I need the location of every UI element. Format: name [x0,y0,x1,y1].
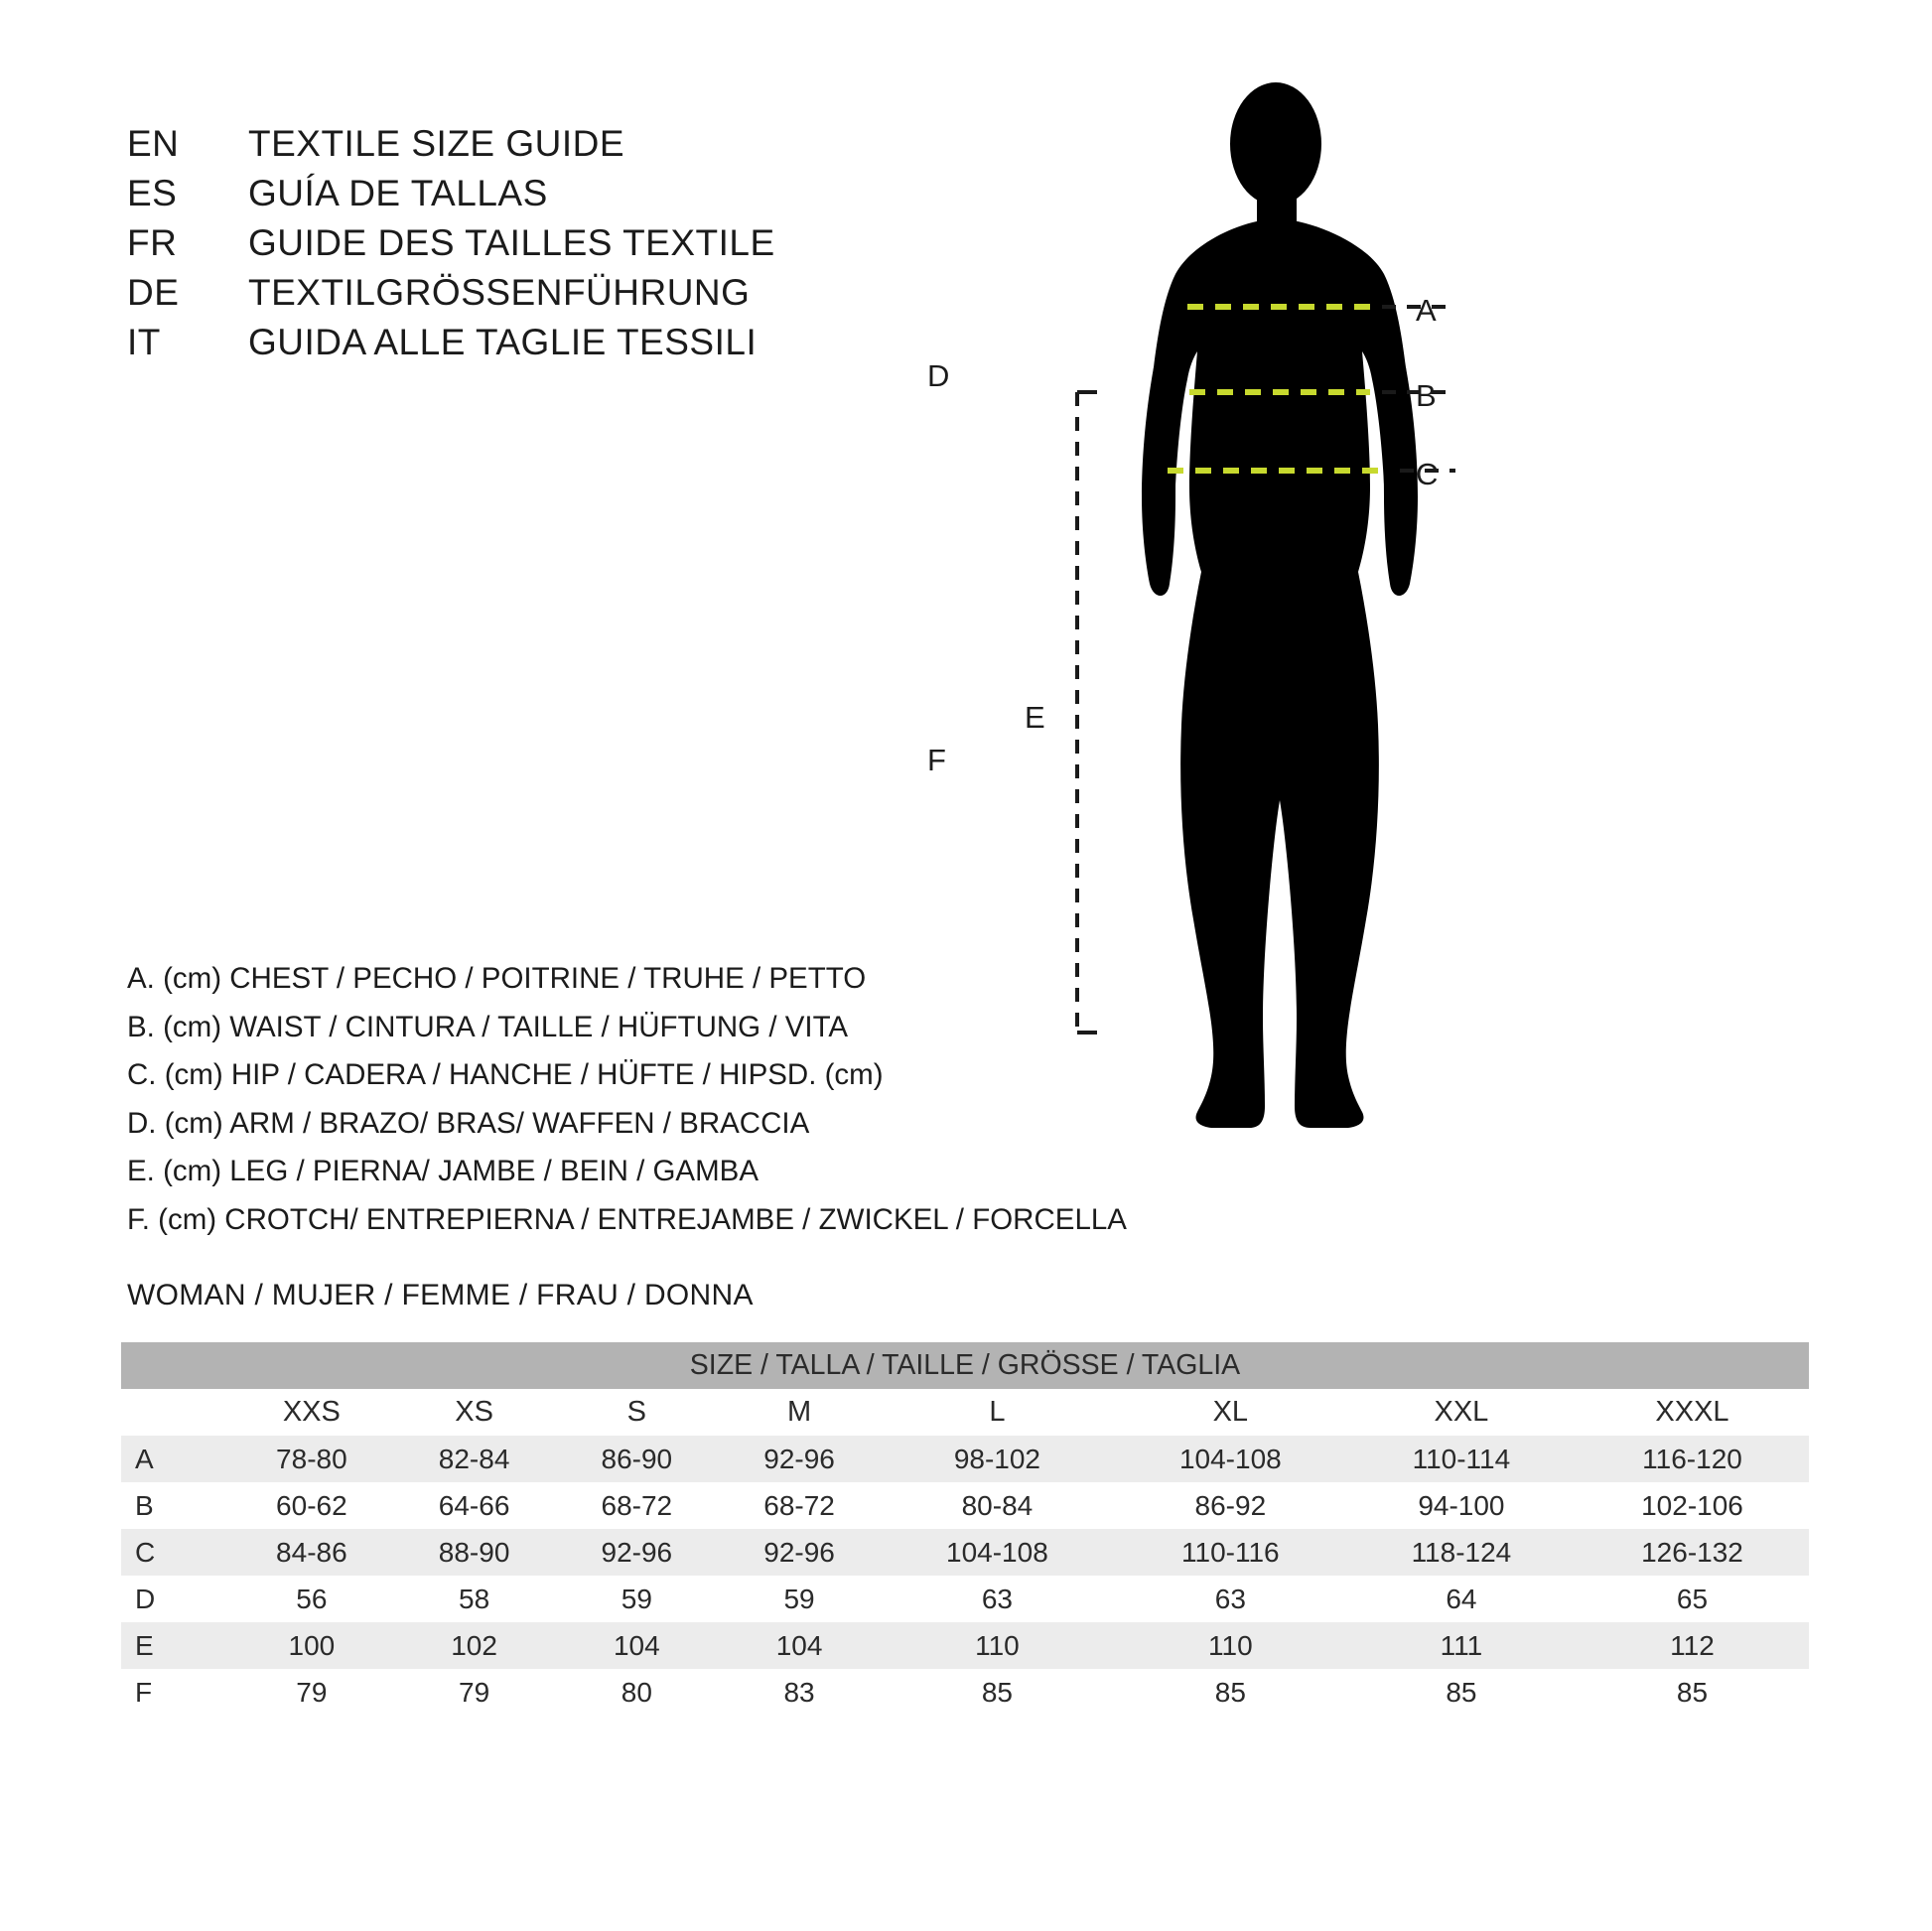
title-text-de: TEXTILGRÖSSENFÜHRUNG [248,272,751,313]
table-cell: 88-90 [393,1529,556,1576]
table-cell: 100 [230,1622,393,1669]
table-cell: 59 [718,1576,881,1622]
table-cell: 85 [881,1669,1114,1716]
title-row [127,119,882,169]
body-measurement-diagram [927,69,1857,1211]
marker-label-a: A [1416,293,1437,328]
table-row-label: C [121,1529,230,1576]
table-cell: 84-86 [230,1529,393,1576]
size-table [121,1342,1809,1716]
table-row [121,1622,1809,1669]
table-cell: 83 [718,1669,881,1716]
title-lang-it: IT [127,322,161,362]
table-cell: 85 [1114,1669,1347,1716]
table-row [121,1669,1809,1716]
gender-caption: WOMAN / MUJER / FEMME / FRAU / DONNA [127,1279,754,1311]
table-cell: 110-114 [1347,1436,1576,1482]
table-cell: 85 [1347,1669,1576,1716]
table-cell: 110 [881,1622,1114,1669]
table-row-label: E [121,1622,230,1669]
table-cell: 104-108 [881,1529,1114,1576]
marker-label-f: F [927,743,946,777]
title-lang-de: DE [127,272,180,313]
table-cell: 102 [393,1622,556,1669]
legend-item-e: E. (cm) LEG / PIERNA/ JAMBE / BEIN / GAMBA [127,1155,759,1187]
table-header-sizes-row [121,1389,1809,1436]
table-row-label: D [121,1576,230,1622]
table-column-header: XXL [1347,1389,1576,1436]
table-cell: 58 [393,1576,556,1622]
measurement-legend [127,955,1199,1244]
table-row-label: B [121,1482,230,1529]
table-cell: 80-84 [881,1482,1114,1529]
bracket-e [1077,392,1097,1033]
female-silhouette-icon [1142,82,1418,1128]
table-cell: 118-124 [1347,1529,1576,1576]
title-row [127,318,882,367]
marker-label-e: E [1025,700,1045,735]
table-cell: 63 [1114,1576,1347,1622]
legend-item-c: C. (cm) HIP / CADERA / HANCHE / HÜFTE / HIPSD. (cm) [127,1058,884,1091]
table-cell: 104 [555,1622,718,1669]
title-text-en: TEXTILE SIZE GUIDE [248,123,625,164]
title-lang-fr: FR [127,222,178,263]
table-cell: 92-96 [718,1529,881,1576]
table-cell: 78-80 [230,1436,393,1482]
table-cell: 116-120 [1576,1436,1809,1482]
table-corner-cell [121,1389,230,1436]
table-column-header: L [881,1389,1114,1436]
table-column-header: XXXL [1576,1389,1809,1436]
title-lang-en: EN [127,123,180,164]
table-row [121,1529,1809,1576]
table-cell: 104 [718,1622,881,1669]
table-cell: 59 [555,1576,718,1622]
marker-label-d: D [927,358,950,393]
table-column-header: S [555,1389,718,1436]
table-cell: 79 [230,1669,393,1716]
table-cell: 110 [1114,1622,1347,1669]
marker-label-c: C [1416,457,1439,491]
table-cell: 102-106 [1576,1482,1809,1529]
title-row [127,169,882,218]
title-text-it: GUIDA ALLE TAGLIE TESSILI [248,322,758,362]
table-row-label: F [121,1669,230,1716]
table-cell: 60-62 [230,1482,393,1529]
title-lang-es: ES [127,173,178,213]
table-column-header: M [718,1389,881,1436]
table-cell: 56 [230,1576,393,1622]
legend-item-d: D. (cm) ARM / BRAZO/ BRAS/ WAFFEN / BRACCIA [127,1106,810,1140]
table-cell: 112 [1576,1622,1809,1669]
table-cell: 92-96 [555,1529,718,1576]
table-header-title-row [121,1342,1809,1389]
table-cell: 92-96 [718,1436,881,1482]
title-row [127,268,882,318]
table-header-title: SIZE / TALLA / TAILLE / GRÖSSE / TAGLIA [121,1342,1809,1389]
table-cell: 79 [393,1669,556,1716]
table-cell: 64 [1347,1576,1576,1622]
legend-item-b: B. (cm) WAIST / CINTURA / TAILLE / HÜFTUNG / VITA [127,1010,849,1043]
table-row [121,1482,1809,1529]
table-cell: 85 [1576,1669,1809,1716]
legend-item-a: A. (cm) CHEST / PECHO / POITRINE / TRUHE / PETTO [127,962,867,995]
table-cell: 82-84 [393,1436,556,1482]
table-cell: 111 [1347,1622,1576,1669]
table-row-label: A [121,1436,230,1482]
table-cell: 65 [1576,1576,1809,1622]
table-column-header: XL [1114,1389,1347,1436]
title-block [127,119,882,367]
table-cell: 63 [881,1576,1114,1622]
table-row [121,1436,1809,1482]
title-text-es: GUÍA DE TALLAS [248,173,548,213]
table-cell: 86-90 [555,1436,718,1482]
table-cell: 110-116 [1114,1529,1347,1576]
table-cell: 86-92 [1114,1482,1347,1529]
table-cell: 80 [555,1669,718,1716]
title-text-fr: GUIDE DES TAILLES TEXTILE [248,222,775,263]
marker-label-b: B [1416,378,1437,413]
table-cell: 68-72 [718,1482,881,1529]
table-cell: 94-100 [1347,1482,1576,1529]
table-row [121,1576,1809,1622]
table-cell: 104-108 [1114,1436,1347,1482]
table-cell: 98-102 [881,1436,1114,1482]
table-cell: 68-72 [555,1482,718,1529]
legend-item-f: F. (cm) CROTCH/ ENTREPIERNA / ENTREJAMBE / ZWICKEL / FORCELLA [127,1202,1127,1236]
table-column-header: XXS [230,1389,393,1436]
table-cell: 126-132 [1576,1529,1809,1576]
title-row [127,218,882,268]
table-column-header: XS [393,1389,556,1436]
table-cell: 64-66 [393,1482,556,1529]
